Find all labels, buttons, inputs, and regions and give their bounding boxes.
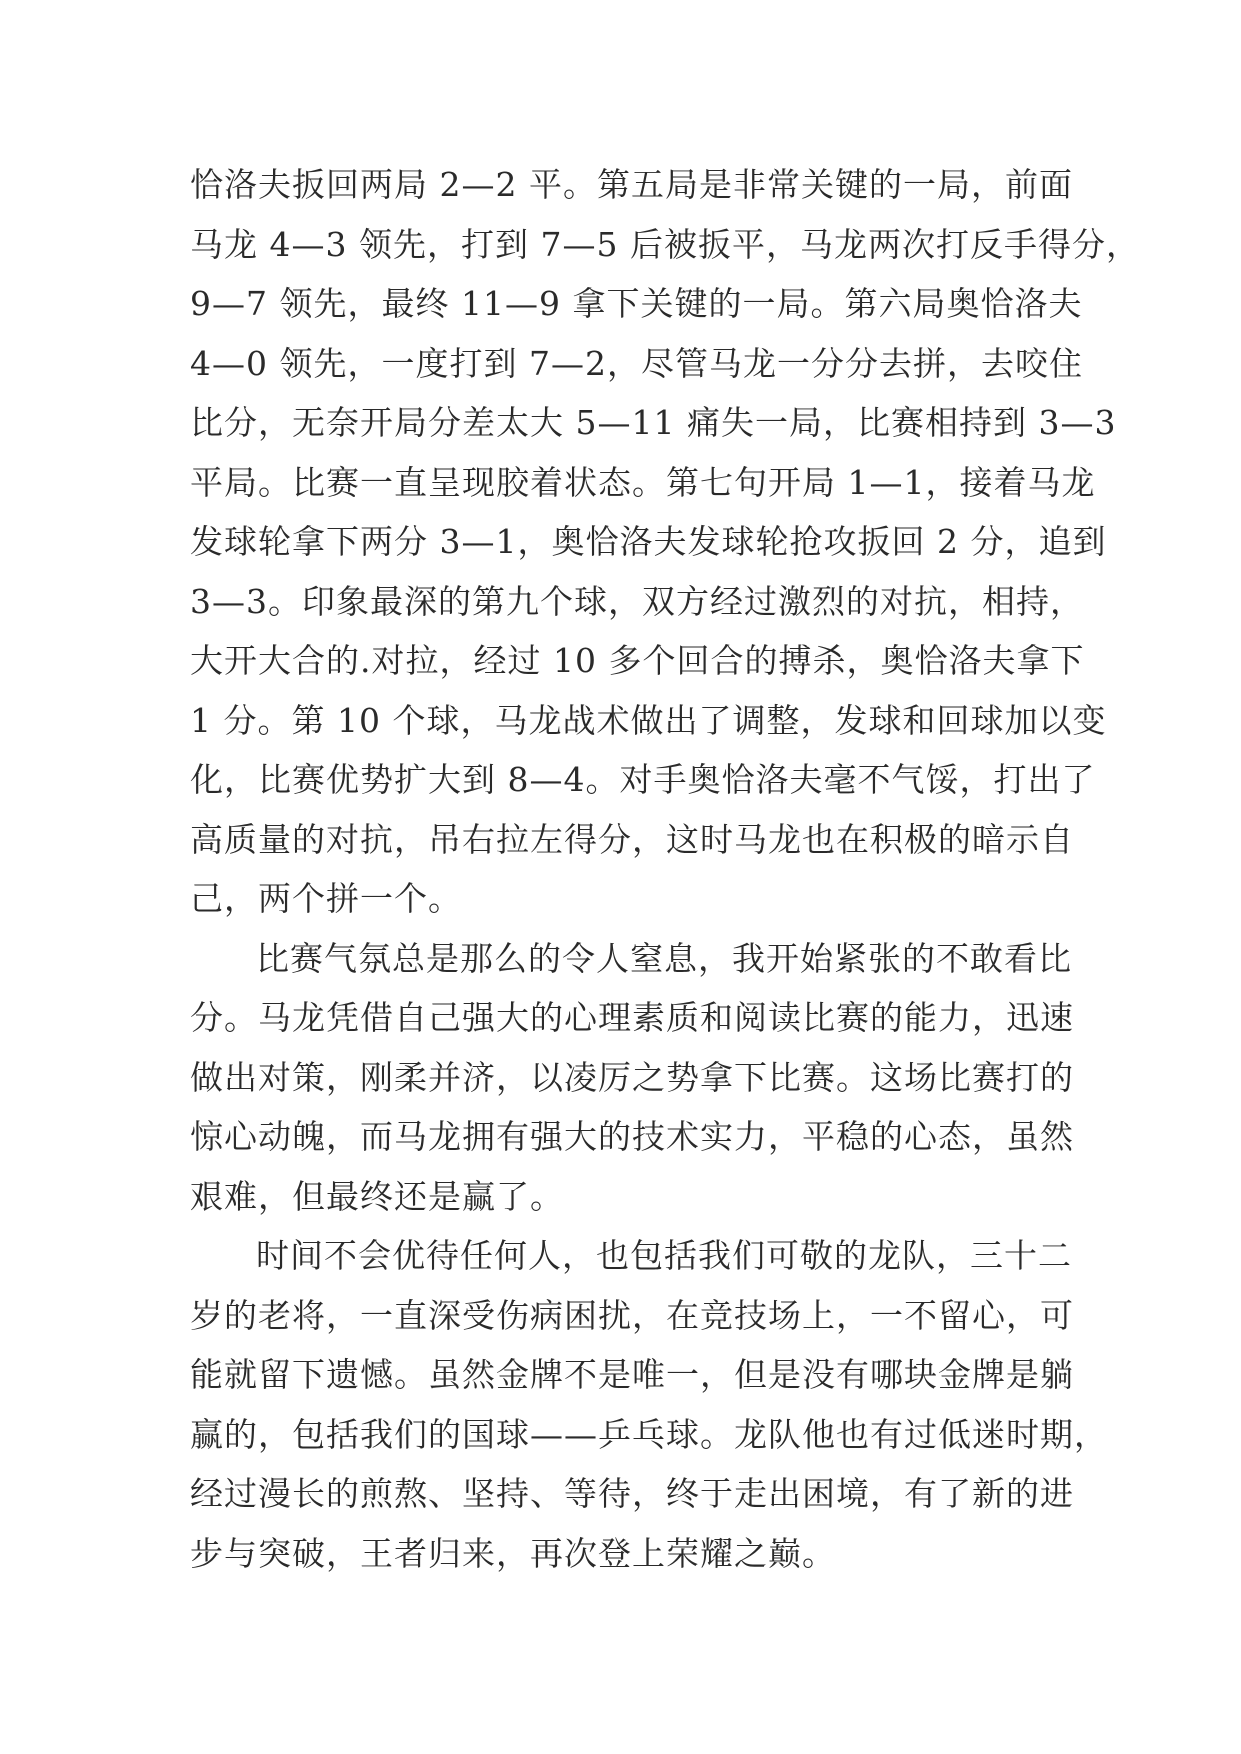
paragraph-3-line-3: 能就留下遗憾。虽然金牌不是唯一，但是没有哪块金牌是躺 <box>190 1355 1074 1394</box>
paragraph-1-line-13: 己，两个拼一个。 <box>190 879 462 918</box>
paragraph-2-line-5: 艰难，但最终还是赢了。 <box>190 1176 564 1216</box>
paragraph-3-line-4: 赢的，包括我们的国球——乒乓球。龙队他也有过低迷时期， <box>190 1414 1108 1454</box>
paragraph-1-line-6: 平局。比赛一直呈现胶着状态。第七句开局 1—1，接着马龙 <box>190 462 1096 502</box>
paragraph-2-line-3: 做出对策，刚柔并济，以凌厉之势拿下比赛。这场比赛打的 <box>190 1057 1074 1097</box>
paragraph-1-line-11: 化，比赛优势扩大到 8—4。对手奥恰洛夫毫不气馁，打出了 <box>190 760 1096 799</box>
paragraph-1-line-10: 1 分。第 10 个球，马龙战术做出了调整，发球和回球加以变 <box>190 700 1107 740</box>
paragraph-1-line-3: 9—7 领先，最终 11—9 拿下关键的一局。第六局奥恰洛夫 <box>190 284 1083 323</box>
paragraph-1-line-12: 高质量的对抗，吊右拉左得分，这时马龙也在积极的暗示自 <box>190 819 1074 859</box>
paragraph-2-line-4: 惊心动魄，而马龙拥有强大的技术实力，平稳的心态，虽然 <box>190 1117 1074 1156</box>
paragraph-1-line-1: 恰洛夫扳回两局 2—2 平。第五局是非常关键的一局，前面 <box>190 165 1073 204</box>
paragraph-1-line-5: 比分，无奈开局分差太大 5—11 痛失一局，比赛相持到 3—3 <box>190 403 1117 442</box>
paragraph-2-line-1: 比赛气氛总是那么的令人窒息，我开始紧张的不敢看比 <box>256 938 1072 978</box>
paragraph-3-line-5: 经过漫长的煎熬、坚持、等待，终于走出困境，有了新的进 <box>190 1474 1074 1513</box>
paragraph-1-line-9: 大开大合的.对拉，经过 10 多个回合的搏杀，奥恰洛夫拿下 <box>190 641 1085 680</box>
paragraph-1-line-8: 3—3。印象最深的第九个球，双方经过激烈的对抗，相持， <box>190 581 1084 621</box>
body-text <box>190 155 1140 1583</box>
paragraph-1-line-4: 4—0 领先，一度打到 7—2，尽管马龙一分分去拼，去咬住 <box>190 343 1083 383</box>
paragraph-3-line-1: 时间不会优待任何人，也包括我们可敬的龙队，三十二 <box>256 1236 1072 1275</box>
paragraph-1-line-2: 马龙 4—3 领先，打到 7—5 后被扳平，马龙两次打反手得分， <box>190 224 1140 264</box>
paragraph-3-line-2: 岁的老将，一直深受伤病困扰，在竞技场上，一不留心，可 <box>190 1295 1074 1335</box>
paragraph-1-line-7: 发球轮拿下两分 3—1，奥恰洛夫发球轮抢攻扳回 2 分，追到 <box>190 522 1107 561</box>
paragraph-3-line-6: 步与突破，王者归来，再次登上荣耀之巅。 <box>190 1533 836 1573</box>
paragraph-2-line-2: 分。马龙凭借自己强大的心理素质和阅读比赛的能力，迅速 <box>190 998 1074 1037</box>
